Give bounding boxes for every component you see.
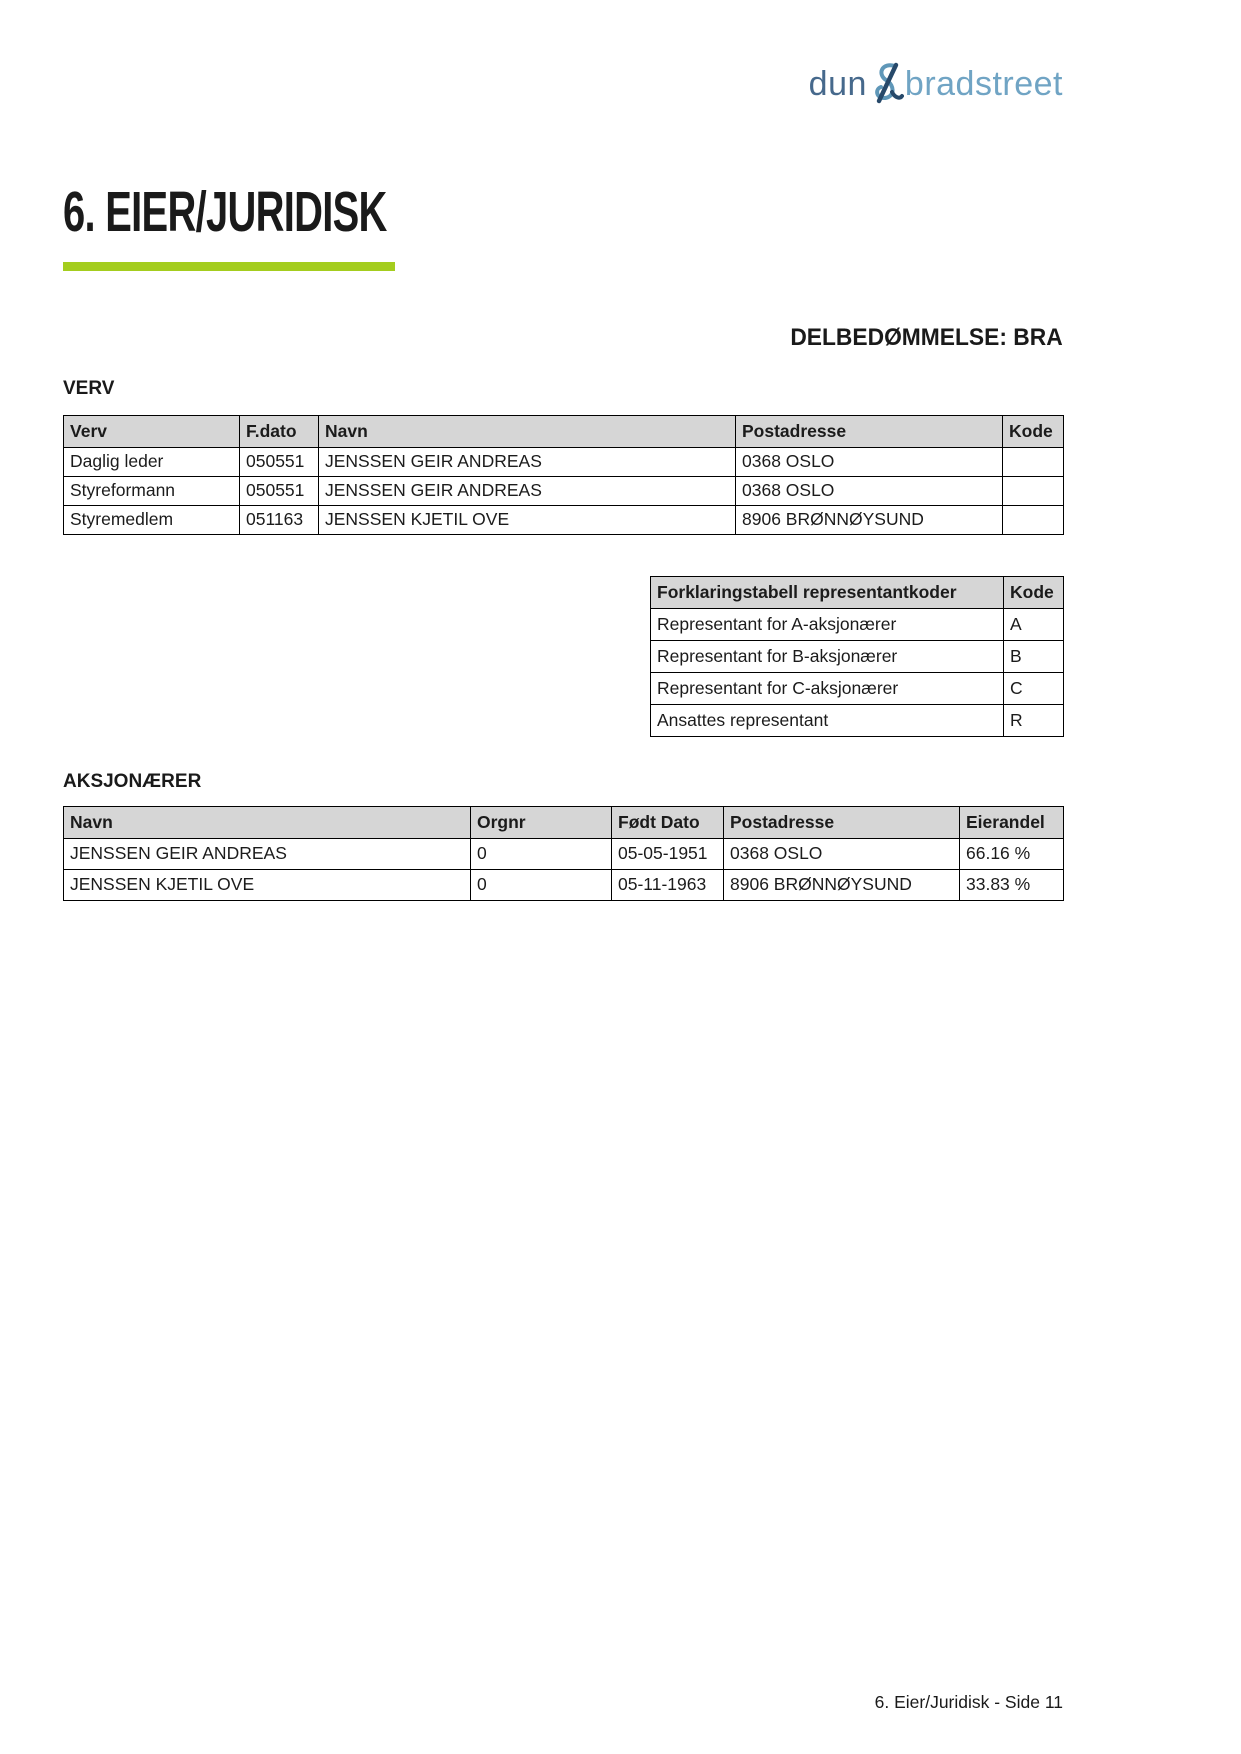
- aks-cell: 05-05-1951: [612, 839, 724, 870]
- verv-header-row: [64, 416, 1064, 448]
- aks-cell: 0368 OSLO: [724, 839, 960, 870]
- verv-cell: [1003, 448, 1064, 477]
- verv-cell: JENSSEN KJETIL OVE: [319, 506, 736, 535]
- table-row: [651, 673, 1064, 705]
- aks-cell: 05-11-1963: [612, 870, 724, 901]
- page-footer: 6. Eier/Juridisk - Side 11: [874, 1692, 1063, 1712]
- ampersand-icon: [870, 60, 904, 104]
- aks-header-orgnr: Orgnr: [471, 807, 612, 839]
- aks-cell: 0: [471, 839, 612, 870]
- table-row: [651, 705, 1064, 737]
- table-row: [651, 641, 1064, 673]
- table-row: [64, 839, 1064, 870]
- fork-cell: A: [1004, 609, 1064, 641]
- fork-header-kode: Kode: [1004, 577, 1064, 609]
- verv-cell: Styremedlem: [64, 506, 240, 535]
- title-accent-bar: [63, 262, 395, 271]
- aks-cell: 33.83 %: [960, 870, 1064, 901]
- aks-cell: 8906 BRØNNØYSUND: [724, 870, 960, 901]
- verv-header-navn: Navn: [319, 416, 736, 448]
- table-row: [64, 870, 1064, 901]
- aks-cell: 0: [471, 870, 612, 901]
- verv-header-verv: Verv: [64, 416, 240, 448]
- aks-header-row: [64, 807, 1064, 839]
- representative-codes-table: [650, 576, 1064, 737]
- aks-header-eierandel: Eierandel: [960, 807, 1064, 839]
- aks-header-navn: Navn: [64, 807, 471, 839]
- verv-cell: 050551: [240, 477, 319, 506]
- fork-cell: R: [1004, 705, 1064, 737]
- shareholders-table: [63, 806, 1064, 901]
- verv-table: [63, 415, 1064, 535]
- verv-header-kode: Kode: [1003, 416, 1064, 448]
- fork-cell: B: [1004, 641, 1064, 673]
- verv-cell: 0368 OSLO: [736, 448, 1003, 477]
- verv-cell: 0368 OSLO: [736, 477, 1003, 506]
- table-row: [64, 448, 1064, 477]
- verv-cell: 050551: [240, 448, 319, 477]
- shareholders-section-label: AKSJONÆRER: [63, 771, 202, 792]
- fork-cell: Ansattes representant: [651, 705, 1004, 737]
- verv-cell: [1003, 506, 1064, 535]
- verv-cell: JENSSEN GEIR ANDREAS: [319, 477, 736, 506]
- verv-section-label: VERV: [63, 378, 115, 399]
- aks-header-postadresse: Postadresse: [724, 807, 960, 839]
- fork-header-row: [651, 577, 1064, 609]
- verv-header-fdato: F.dato: [240, 416, 319, 448]
- verv-cell: Styreformann: [64, 477, 240, 506]
- fork-header-label: Forklaringstabell representantkoder: [651, 577, 1004, 609]
- table-row: [64, 477, 1064, 506]
- aks-cell: JENSSEN KJETIL OVE: [64, 870, 471, 901]
- dun-bradstreet-logo: [809, 62, 1063, 106]
- fork-cell: Representant for A-aksjonærer: [651, 609, 1004, 641]
- table-row: [651, 609, 1064, 641]
- page-title: 6. EIER/JURIDISK: [63, 180, 387, 244]
- verv-cell: [1003, 477, 1064, 506]
- assessment-heading: DELBEDØMMELSE: BRA: [790, 324, 1063, 351]
- aks-cell: JENSSEN GEIR ANDREAS: [64, 839, 471, 870]
- verv-cell: 8906 BRØNNØYSUND: [736, 506, 1003, 535]
- aks-header-fodt-dato: Født Dato: [612, 807, 724, 839]
- page-content: [63, 0, 1063, 1754]
- aks-cell: 66.16 %: [960, 839, 1064, 870]
- table-row: [64, 506, 1064, 535]
- verv-header-postadresse: Postadresse: [736, 416, 1003, 448]
- verv-cell: 051163: [240, 506, 319, 535]
- fork-cell: Representant for C-aksjonærer: [651, 673, 1004, 705]
- fork-cell: Representant for B-aksjonærer: [651, 641, 1004, 673]
- fork-cell: C: [1004, 673, 1064, 705]
- verv-cell: JENSSEN GEIR ANDREAS: [319, 448, 736, 477]
- verv-cell: Daglig leder: [64, 448, 240, 477]
- logo-text-dun: dun: [808, 65, 867, 103]
- logo-text-bradstreet: bradstreet: [904, 65, 1063, 103]
